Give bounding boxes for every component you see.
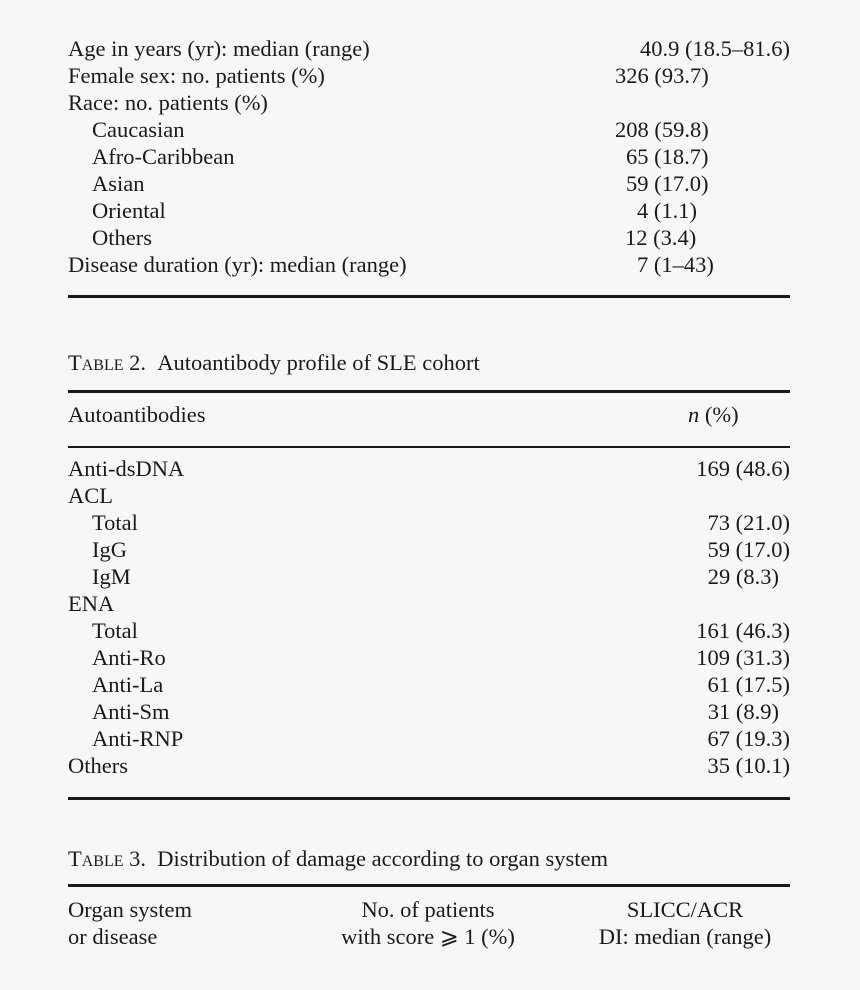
table2-caption-text: Autoantibody profile of SLE cohort — [157, 350, 480, 375]
row-label: Others — [92, 225, 152, 250]
row-value: 208 (59.8) — [615, 117, 709, 142]
row-value: 73 (21.0) — [707, 510, 790, 535]
row-label: Total — [92, 510, 138, 535]
table-row — [68, 725, 790, 752]
table3-caption-text: Distribution of damage according to organ system — [157, 846, 609, 871]
table3-header-patients: No. of patients with score ⩾ 1 (%) — [341, 897, 515, 949]
row-value: 67 (19.3) — [707, 726, 790, 751]
row-label: Afro-Caribbean — [92, 144, 235, 169]
table2-header-value: n (%) — [688, 402, 739, 427]
table1-bottom-rule — [68, 295, 790, 298]
table3-caption — [68, 845, 608, 872]
table2-bottom-rule — [68, 797, 790, 800]
table2-top-rule — [68, 390, 790, 393]
table-row — [68, 698, 790, 725]
row-value: 59 (17.0) — [707, 537, 790, 562]
row-label: Caucasian — [92, 117, 185, 142]
row-value: 59 (17.0) — [626, 171, 709, 196]
table-row — [68, 143, 790, 170]
row-value: 169 (48.6) — [696, 456, 790, 481]
table3-header-slicc: SLICC/ACR DI: median (range) — [598, 897, 772, 949]
table-row — [68, 563, 790, 590]
table-row — [68, 590, 790, 617]
row-value: 29 (8.3) — [707, 564, 779, 589]
row-label: IgM — [92, 564, 131, 589]
table-row — [68, 752, 790, 779]
table-row — [68, 617, 790, 644]
table2-header-rule — [68, 446, 790, 448]
table-row — [68, 671, 790, 698]
table-row — [68, 197, 790, 224]
table3-caption-prefix: Table 3. — [68, 846, 147, 871]
row-label: Anti-RNP — [92, 726, 184, 751]
table2-caption-prefix: Table 2. — [68, 350, 147, 375]
row-value: 161 (46.3) — [696, 618, 790, 643]
row-label: Total — [92, 618, 138, 643]
row-value: 12 (3.4) — [625, 225, 697, 250]
row-label: ACL — [68, 483, 113, 508]
table-row — [68, 62, 790, 89]
table2-header-row — [68, 401, 790, 428]
table-row — [68, 509, 790, 536]
row-value: 61 (17.5) — [707, 672, 790, 697]
row-label: Anti-Ro — [92, 645, 166, 670]
row-label: Oriental — [92, 198, 166, 223]
row-label: Race: no. patients (%) — [68, 90, 268, 115]
row-label: Age in years (yr): median (range) — [68, 36, 370, 61]
table-row — [68, 482, 790, 509]
row-value: 40.9 (18.5–81.6) — [640, 36, 790, 61]
table3-top-rule — [68, 884, 790, 887]
row-label: IgG — [92, 537, 127, 562]
table2-body — [68, 455, 790, 779]
table-row — [68, 536, 790, 563]
table-row — [68, 224, 790, 251]
table-row — [68, 89, 790, 116]
row-label: Anti-Sm — [92, 699, 170, 724]
table2-header-label: Autoantibodies — [68, 402, 206, 427]
table1 — [68, 35, 790, 278]
row-value: 31 (8.9) — [707, 699, 779, 724]
table3-header-organ: Organ system or disease — [68, 897, 192, 949]
table-row — [68, 455, 790, 482]
row-label: Disease duration (yr): median (range) — [68, 252, 407, 277]
row-label: Anti-dsDNA — [68, 456, 185, 481]
row-label: Others — [68, 753, 128, 778]
row-value: 4 (1.1) — [637, 198, 697, 223]
row-label: Anti-La — [92, 672, 164, 697]
row-value: 326 (93.7) — [615, 63, 709, 88]
row-value: 7 (1–43) — [637, 252, 714, 277]
table-row — [68, 35, 790, 62]
table-row — [68, 251, 790, 278]
row-label: Female sex: no. patients (%) — [68, 63, 325, 88]
table-row — [68, 170, 790, 197]
row-value: 65 (18.7) — [626, 144, 709, 169]
row-value: 109 (31.3) — [696, 645, 790, 670]
table2-caption — [68, 349, 480, 376]
row-label: ENA — [68, 591, 115, 616]
row-label: Asian — [92, 171, 145, 196]
row-value: 35 (10.1) — [707, 753, 790, 778]
table-row — [68, 116, 790, 143]
table-row — [68, 644, 790, 671]
